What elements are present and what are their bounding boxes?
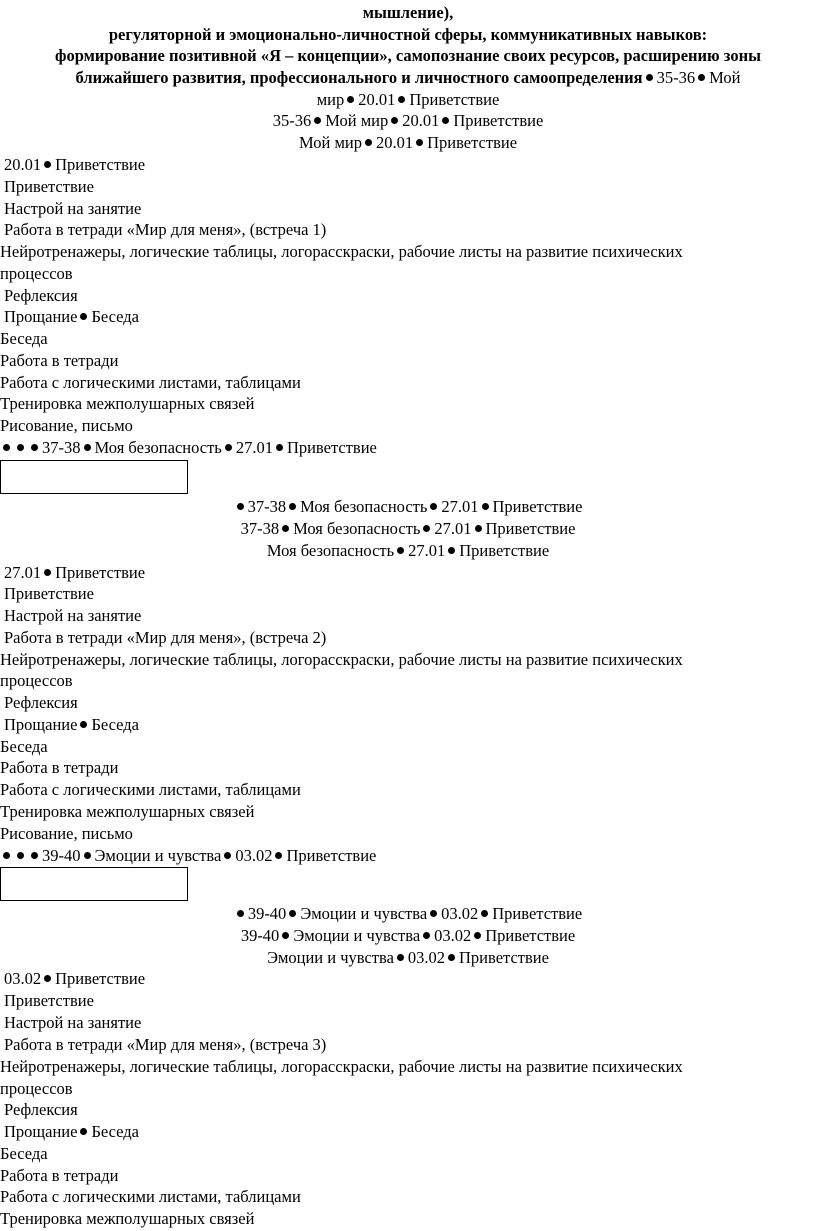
list-item: Работа в тетради [0, 351, 119, 370]
list-item: Прощание Беседа [4, 1122, 139, 1141]
bullet-icon [481, 910, 488, 917]
list-item: Настрой на занятие [4, 199, 142, 218]
bullet-icon [448, 954, 455, 961]
section-heading [0, 2, 816, 89]
bullet-icon [282, 525, 289, 532]
list-item: Беседа [0, 737, 48, 756]
list-item: Настрой на занятие [4, 606, 142, 625]
bullet-icon [17, 444, 24, 451]
bullet-icon [225, 444, 232, 451]
bullet-icon [17, 852, 24, 859]
list-item: Нейротренажеры, логические таблицы, логорасскраски, рабочие листы на развитие психических [0, 1057, 683, 1076]
bullet-icon [391, 117, 398, 124]
list-item: Настрой на занятие [4, 1013, 142, 1032]
bullet-icon [347, 96, 354, 103]
list-item: Беседа [0, 1144, 48, 1163]
bullet-icon [237, 910, 244, 917]
list-item: Приветствие [4, 584, 94, 603]
list-item: Тренировка межполушарных связей [0, 394, 255, 413]
bullet-icon [31, 444, 38, 451]
bullet-icon [84, 852, 91, 859]
list-item: Прощание Беседа [4, 715, 139, 734]
heading-line: мышление), [362, 3, 454, 22]
empty-table-cell [0, 867, 188, 901]
bullet-icon [698, 74, 705, 81]
bullet-icon [430, 910, 437, 917]
list-item: Приветствие [4, 991, 94, 1010]
bullet-icon [80, 313, 87, 320]
list-item: Приветствие [4, 177, 94, 196]
bullet-icon [282, 932, 289, 939]
bullet-icon [474, 932, 481, 939]
lesson-line: Мой мир 20.01 Приветствие [298, 133, 518, 152]
bullet-icon [80, 1128, 87, 1135]
bullet-icon [276, 444, 283, 451]
bullet-icon [84, 444, 91, 451]
list-item: Рисование, письмо [0, 416, 133, 435]
list-item: Рефлексия [4, 1100, 78, 1119]
bullet-icon [3, 852, 10, 859]
list-item: Работа с логическими листами, таблицами [0, 373, 301, 392]
lesson-line: 27.01 Приветствие [4, 563, 146, 582]
lesson-line: 37-38 Моя безопасность 27.01 Приветствие [0, 496, 816, 518]
list-item: Работа в тетради [0, 1166, 119, 1185]
lesson-line: Эмоции и чувства 03.02 Приветствие [267, 948, 549, 967]
bullet-icon [44, 975, 51, 982]
bullet-icon [224, 852, 231, 859]
bullet-icon [44, 569, 51, 576]
list-item: Работа с логическими листами, таблицами [0, 1187, 301, 1206]
bullet-icon [423, 525, 430, 532]
lesson-line: 20.01 Приветствие [4, 155, 146, 174]
list-item: Рефлексия [4, 286, 78, 305]
bullet-icon [448, 547, 455, 554]
bullet-icon [416, 139, 423, 146]
list-item: Работа в тетради [0, 758, 119, 777]
heading-line: ближайшего развития, профессионального и личностного самоопределения 35-36 Мой [75, 68, 741, 88]
bullet-icon [482, 503, 489, 510]
list-item: Работа в тетради «Мир для меня», (встреча 2) [4, 628, 327, 647]
list-item: процессов [0, 671, 73, 690]
bullet-icon [430, 503, 437, 510]
list-item: Рисование, письмо [0, 824, 133, 843]
lesson-line: 39-40 Эмоции и чувства 03.02 Приветствие [240, 926, 576, 945]
list-item: Рефлексия [4, 693, 78, 712]
lesson-line: 03.02 Приветствие [4, 969, 146, 988]
list-item: Нейротренажеры, логические таблицы, логорасскраски, рабочие листы на развитие психических [0, 650, 683, 669]
bullet-icon [80, 721, 87, 728]
bullet-icon [3, 444, 10, 451]
list-item: процессов [0, 264, 73, 283]
heading-line: регуляторной и эмоционально-личностной сферы, коммуникативных навыков: [108, 24, 708, 44]
list-item: процессов [0, 1079, 73, 1098]
bullet-icon [475, 525, 482, 532]
bullet-icon [397, 547, 404, 554]
lesson-line: 35-36 Мой мир 20.01 Приветствие [272, 111, 544, 130]
list-item: Работа в тетради «Мир для меня», (встреча 1) [4, 220, 327, 239]
lesson-line: Моя безопасность 27.01 Приветствие [266, 541, 550, 560]
bullet-icon [44, 161, 51, 168]
heading-line: формирование позитивной «Я – концепции», самопознание своих ресурсов, расширению зоны [55, 46, 761, 66]
list-item: Тренировка межполушарных связей [0, 802, 255, 821]
bullet-icon [31, 852, 38, 859]
list-item: Работа с логическими листами, таблицами [0, 780, 301, 799]
bullet-icon [398, 96, 405, 103]
bullet-icon [365, 139, 372, 146]
list-item: Работа в тетради «Мир для меня», (встреча 3) [4, 1035, 327, 1054]
list-item: Нейротренажеры, логические таблицы, логорасскраски, рабочие листы на развитие психических [0, 242, 683, 261]
bullet-icon [289, 910, 296, 917]
bullet-icon [442, 117, 449, 124]
bullet-icon [423, 932, 430, 939]
list-item: Прощание Беседа [4, 307, 139, 326]
lesson-line: 39-40 Эмоции и чувства 03.02 Приветствие [0, 845, 376, 867]
bullet-icon [314, 117, 321, 124]
bullet-icon [237, 503, 244, 510]
lesson-line: 37-38 Моя безопасность 27.01 Приветствие [0, 437, 377, 459]
empty-table-cell [0, 460, 188, 494]
list-item: Беседа [0, 329, 48, 348]
bullet-icon [397, 954, 404, 961]
lesson-line: 39-40 Эмоции и чувства 03.02 Приветствие [0, 903, 816, 925]
bullet-icon [275, 852, 282, 859]
bullet-icon [289, 503, 296, 510]
list-item: Тренировка межполушарных связей [0, 1209, 255, 1228]
lesson-line: мир 20.01 Приветствие [316, 90, 500, 109]
bullet-icon [646, 74, 653, 81]
lesson-line: 37-38 Моя безопасность 27.01 Приветствие [240, 519, 576, 538]
